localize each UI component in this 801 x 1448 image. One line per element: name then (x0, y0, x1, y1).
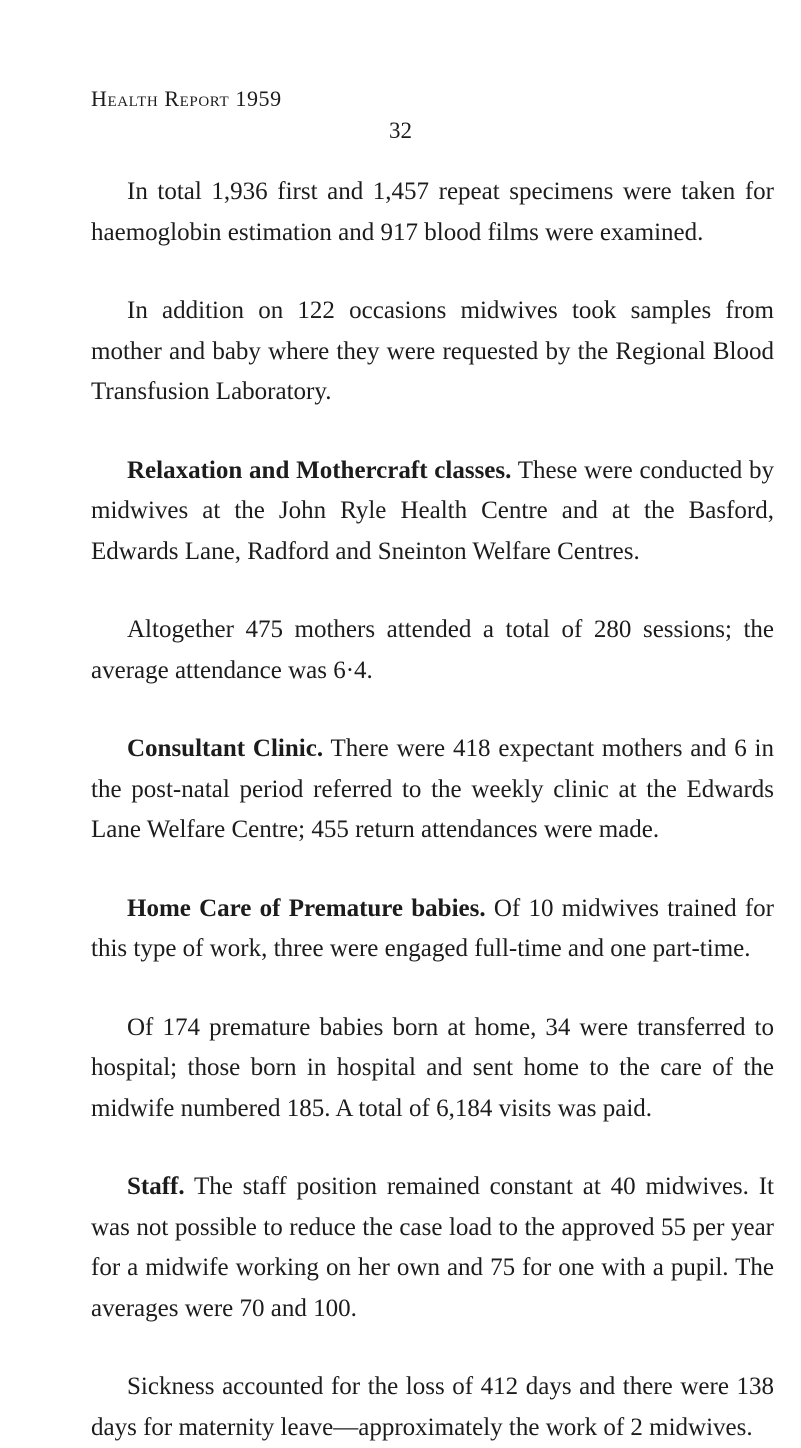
running-title: Health Report 1959 (91, 86, 282, 111)
paragraph-attendance (91, 610, 774, 691)
report-body (91, 172, 774, 1448)
paragraph-haemoglobin (91, 172, 774, 253)
paragraph-relaxation-classes (91, 451, 774, 573)
section-heading: Home Care of Premature babies. (127, 894, 486, 922)
section-heading: Relaxation and Mothercraft classes. (127, 456, 512, 484)
paragraph-text: The staff position remained constant at 40 midwives. It was not possible to reduce the case load to the approved 55 per year for a midwife working on her own and 75 for one with a pupil. The averages were 70 and 100. (91, 1173, 774, 1322)
section-heading: Staff. (127, 1173, 185, 1200)
paragraph-text: There were 418 expectant mothers and 6 in the post-natal period referred to the weekly clinic at the Edwards Lane Welfare Centre; 455 return attendances were made. (91, 735, 774, 843)
paragraph-text: In addition on 122 occasions midwives took samples from mother and baby where they were requested by the Regional Blood Transfusion Laboratory. (91, 297, 774, 405)
paragraph-text: Of 10 midwives trained for this type of work, three were engaged full-time and one part-time. (91, 894, 774, 962)
page-number: 32 (389, 118, 412, 143)
paragraph-consultant-clinic (91, 729, 774, 851)
paragraph-staff (91, 1167, 774, 1329)
paragraph-text: These were conducted by midwives at the John Ryle Health Centre and at the Basford, Edwards Lane, Radford and Sneinton Welfare Centres. (91, 456, 775, 565)
paragraph-premature-visits (91, 1008, 774, 1130)
paragraph-text: Of 174 premature babies born at home, 34 were transferred to hospital; those born in hospital and sent home to the care of the midwife numbered 185. A total of 6,184 visits was paid. (91, 1013, 774, 1122)
section-heading: Consultant Clinic. (127, 735, 324, 762)
paragraph-text: Altogether 475 mothers attended a total of 280 sessions; the average attendance was 6·4. (91, 616, 774, 684)
paragraph-premature-babies (91, 889, 774, 970)
paragraph-text: Sickness accounted for the loss of 412 days and there were 138 days for maternity leave—approximately the work of 2 midwives. (91, 1373, 774, 1441)
paragraph-text: In total 1,936 first and 1,457 repeat specimens were taken for haemoglobin estimation and 917 blood films were examined. (91, 178, 774, 246)
paragraph-sickness (91, 1367, 774, 1448)
paragraph-blood-transfusion (91, 291, 774, 413)
